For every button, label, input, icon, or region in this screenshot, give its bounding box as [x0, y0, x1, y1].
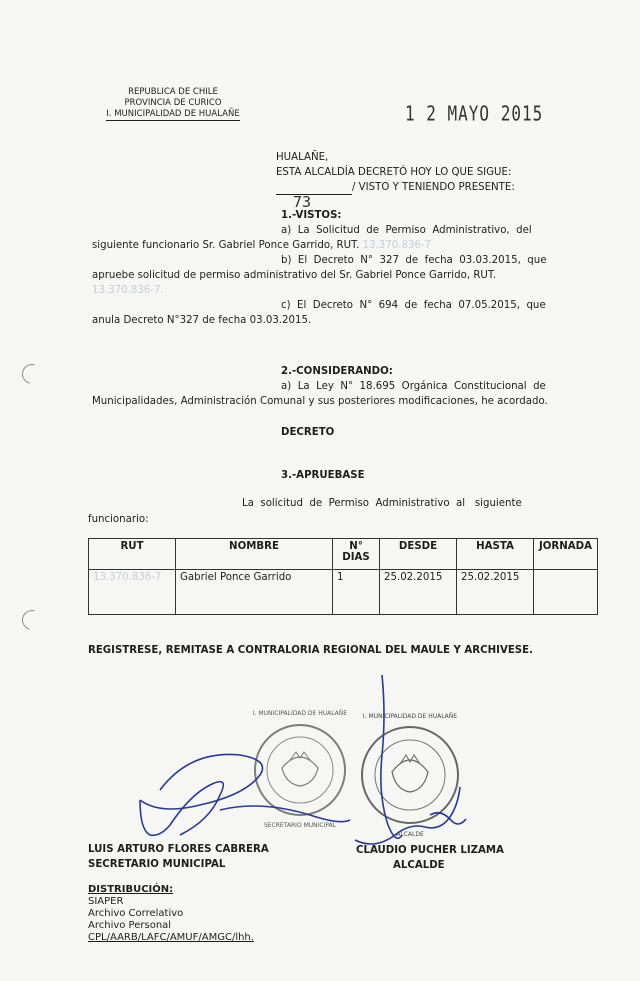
- cell-hasta: 25.02.2015: [457, 570, 534, 615]
- date-stamp: 1 2 MAYO 2015: [405, 101, 544, 126]
- place-name: HUALAÑE,: [276, 152, 329, 163]
- secretary-title: SECRETARIO MUNICIPAL: [88, 859, 226, 870]
- letterhead-country: REPUBLICA DE CHILE: [128, 87, 218, 97]
- distribution-block: [88, 884, 254, 944]
- secretary-seal: [255, 725, 345, 815]
- mayor-title: ALCALDE: [393, 860, 445, 871]
- decree-number-blank: [276, 183, 352, 195]
- col-jornada: JORNADA: [534, 539, 598, 570]
- decreto-heading: DECRETO: [281, 427, 335, 438]
- decree-intro-line: ESTA ALCALDÍA DECRETÓ HOY LO QUE SIGUE:: [276, 167, 512, 178]
- apruebase-text-cont: funcionario:: [88, 514, 149, 525]
- seal-right-top-text: I. MUNICIPALIDAD DE HUALAÑE: [362, 713, 458, 720]
- considerando-heading: 2.-CONSIDERANDO:: [281, 366, 393, 377]
- distribution-item: CPL/AARB/LAFC/AMUF/AMGC/lhh.: [88, 932, 254, 943]
- cell-jornada: [534, 570, 598, 615]
- apruebase-heading: 3.-APRUEBASE: [281, 470, 365, 481]
- distribution-item: SIAPER: [88, 896, 124, 907]
- seals-and-signatures: [0, 660, 640, 860]
- decree-number-stamp: 73: [293, 193, 312, 211]
- closing-line: REGISTRESE, REMITASE A CONTRALORIA REGIONAL DEL MAULE Y ARCHIVESE.: [88, 645, 533, 656]
- col-desde: DESDE: [380, 539, 457, 570]
- vistos-heading: 1.-VISTOS:: [281, 210, 342, 221]
- considerando-a-cont: Municipalidades, Administración Comunal y sus posteriores modificaciones, he acordado.: [92, 396, 548, 407]
- cell-dias: 1: [333, 570, 380, 615]
- col-nombre: NOMBRE: [176, 539, 333, 570]
- cell-nombre: Gabriel Ponce Garrido: [176, 570, 333, 615]
- punch-hole-bottom: [18, 606, 45, 633]
- vistos-a-cont-text: siguiente funcionario Sr. Gabriel Ponce Garrido, RUT.: [92, 240, 360, 251]
- seal-left-bottom-text: SECRETARIO MUNICIPAL: [263, 822, 337, 829]
- vistos-c-cont: anula Decreto N°327 de fecha 03.03.2015.: [92, 315, 312, 326]
- considerando-a: a) La Ley N° 18.695 Orgánica Constitucional de: [281, 381, 546, 392]
- secretary-name: LUIS ARTURO FLORES CABRERA: [88, 844, 269, 855]
- col-hasta: HASTA: [457, 539, 534, 570]
- letterhead: [88, 87, 258, 121]
- cell-desde: 25.02.2015: [380, 570, 457, 615]
- permit-table: [88, 538, 598, 615]
- vistos-b-cont: apruebe solicitud de permiso administrativo del Sr. Gabriel Ponce Garrido, RUT.: [92, 270, 497, 281]
- vistos-a: a) La Solicitud de Permiso Administrativo, del: [281, 225, 532, 236]
- mayor-seal: [362, 727, 458, 823]
- col-dias: N° DIAS: [333, 539, 380, 570]
- distribution-heading: DISTRIBUCIÓN:: [88, 884, 174, 895]
- visto-line: [276, 180, 515, 195]
- vistos-a-cont: [92, 238, 431, 253]
- letterhead-municipality: I. MUNICIPALIDAD DE HUALAÑE: [106, 109, 240, 119]
- cell-rut: 13.370.836-7: [89, 570, 176, 615]
- seal-left-top-text: I. MUNICIPALIDAD DE HUALAÑE: [252, 710, 348, 717]
- letterhead-province: PROVINCIA DE CURICO: [124, 98, 222, 108]
- table-header-row: [89, 539, 598, 570]
- distribution-item: Archivo Personal: [88, 920, 172, 931]
- seal-right-bottom-text: ALCALDE: [396, 831, 424, 838]
- distribution-item: Archivo Correlativo: [88, 908, 184, 919]
- vistos-b: b) El Decreto N° 327 de fecha 03.03.2015, que: [281, 255, 547, 266]
- vistos-c: c) El Decreto N° 694 de fecha 07.05.2015, que: [281, 300, 546, 311]
- mayor-name: CLAUDIO PUCHER LIZAMA: [356, 845, 504, 856]
- punch-hole-top: [18, 360, 45, 387]
- col-rut: RUT: [89, 539, 176, 570]
- vistos-a-rut: 13.370.836-7: [362, 240, 432, 251]
- vistos-b-rut: 13.370.836-7.: [92, 285, 164, 296]
- table-row: [89, 570, 598, 615]
- apruebase-text: La solicitud de Permiso Administrativo al siguiente: [242, 498, 522, 509]
- visto-text: / VISTO Y TENIENDO PRESENTE:: [352, 182, 515, 193]
